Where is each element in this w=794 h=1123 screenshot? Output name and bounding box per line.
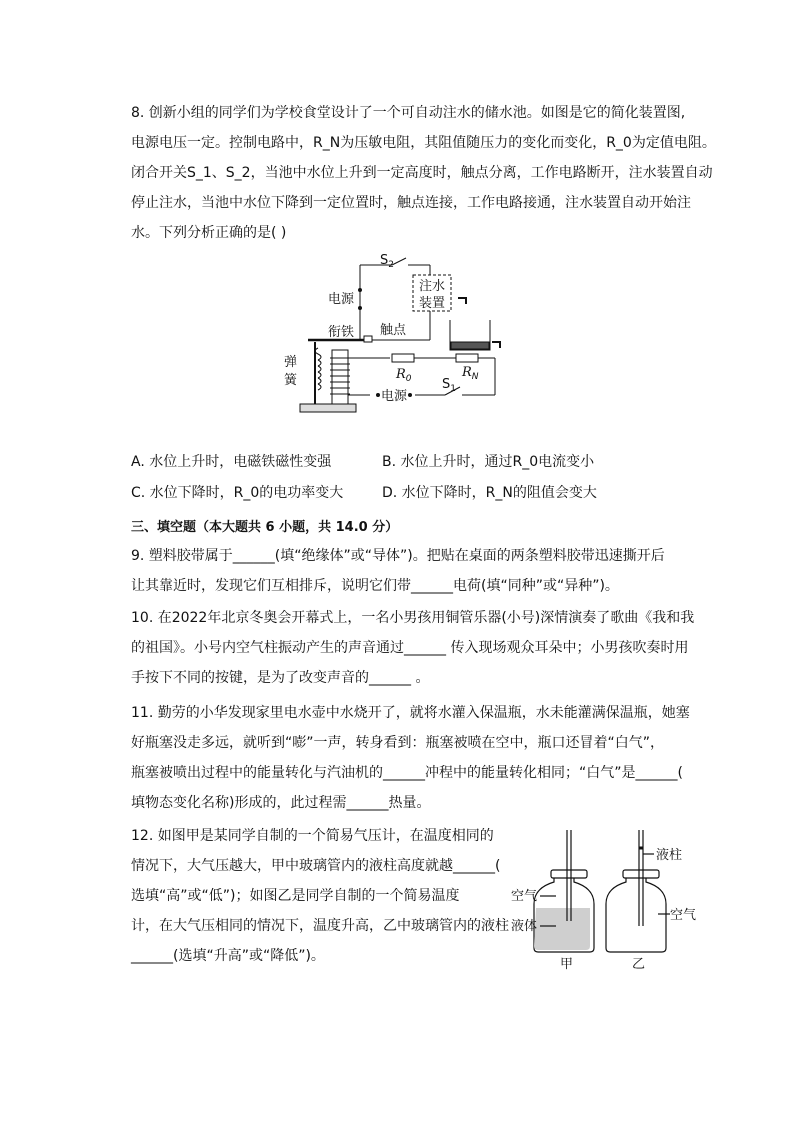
q10-line-2: 的祖国》。小号内空气柱振动产生的声音通过______ 传入现场观众耳朵中；小男孩吹奏时用 <box>131 640 689 656</box>
q11-line-3: 瓶塞被喷出过程中的能量转化与汽油机的______冲程中的能量转化相同；“白气”是______( <box>131 765 683 781</box>
terminal-power-top-1 <box>358 288 362 292</box>
label-liquid-left: 液体 <box>511 919 538 934</box>
q12-line-3: 选填“高”或“低”)；如图乙是同学自制的一个简易温度 <box>131 888 460 904</box>
q10-line-1: 10. 在2022年北京冬奥会开幕式上，一名小男孩用铜管乐器(小号)深情演奏了歌曲《我和我 <box>131 610 695 626</box>
circuit-diagram <box>280 250 530 420</box>
label-r0: $R_0$ <box>396 367 412 384</box>
faucet-icon <box>458 298 500 348</box>
q11-line-2: 好瓶塞没走多远，就听到“嘭”一声，转身看到：瓶塞被喷在空中，瓶口还冒着“白气”， <box>131 735 665 751</box>
q12-line-1: 12. 如图甲是某同学自制的一个简易气压计，在温度相同的 <box>131 828 494 844</box>
label-yi: 乙 <box>632 957 646 972</box>
option-b: B. 水位上升时，通过R_0电流变小 <box>382 454 595 470</box>
section-heading: 三、填空题（本大题共 6 小题，共 14.0 分） <box>131 520 399 535</box>
label-power-bottom: 电源 <box>381 389 408 404</box>
label-air-right: 空气 <box>670 908 697 923</box>
switch-s2-blade <box>392 258 406 265</box>
label-air-left: 空气 <box>511 889 538 904</box>
label-rn: $R_N$ <box>462 365 479 382</box>
label-contact: 触点 <box>380 323 407 338</box>
q12-line-2: 情况下，大气压越大，甲中玻璃管内的液柱高度就越______( <box>131 858 501 874</box>
q8-line-1: 8. 创新小组的同学们为学校食堂设计了一个可自动注水的储水池。如图是它的简化装置图, <box>131 105 686 121</box>
label-power-top: 电源 <box>328 292 355 307</box>
label-armature: 衔铁 <box>328 325 355 340</box>
resistor-r0 <box>392 354 414 362</box>
question-11-text <box>131 703 699 813</box>
label-s2: $S_2$ <box>380 253 394 270</box>
q11-line-4: 填物态变化名称)形成的，此过程需______热量。 <box>131 795 431 811</box>
option-a: A. 水位上升时，电磁铁磁性变强 <box>131 454 332 470</box>
question-9-text <box>131 546 699 596</box>
q8-line-4: 停止注水，当池中水位下降到一定位置时，触点连接，工作电路接通，注水装置自动开始注 <box>131 195 691 211</box>
contact-block <box>364 336 372 342</box>
jia-liquid <box>534 908 590 950</box>
option-c: C. 水位下降时，R_0的电功率变大 <box>131 485 344 501</box>
q12-line-4: 计，在大气压相同的情况下，温度升高，乙中玻璃管内的液柱 <box>131 918 509 934</box>
resistor-rn <box>456 354 478 362</box>
terminal-power-top-2 <box>358 306 362 310</box>
label-inject-1: 注水 <box>419 279 446 294</box>
water-level <box>451 342 489 349</box>
q9-line-2: 让其靠近时，发现它们互相排斥，说明它们带______电荷(填“同种”或“异种”)。 <box>131 578 619 594</box>
option-d: D. 水位下降时，R_N的阻值会变大 <box>382 485 597 501</box>
question-10-text <box>131 608 699 688</box>
terminal-power-bottom-1 <box>376 393 380 397</box>
question-8-text <box>131 103 716 243</box>
q11-line-1: 11. 勤劳的小华发现家里电水壶中水烧开了，就将水灌入保温瓶，水未能灌满保温瓶，她塞 <box>131 705 690 721</box>
q10-line-3: 手按下不同的按键，是为了改变声音的______ 。 <box>131 670 430 686</box>
terminal-power-bottom-2 <box>408 393 412 397</box>
jia-cap <box>551 870 587 878</box>
bottle-diagram <box>508 826 708 976</box>
label-jia: 甲 <box>560 957 574 972</box>
electromagnet-coil <box>330 358 350 394</box>
label-inject-2: 装置 <box>419 296 446 311</box>
q8-line-5: 水。下列分析正确的是( ) <box>131 225 287 241</box>
label-spring-2: 簧 <box>284 373 298 388</box>
base-plate <box>300 404 356 412</box>
q8-line-3: 闭合开关S_1、S_2，当池中水位上升到一定高度时，触点分离，工作电路断开，注水装置自动 <box>131 165 713 181</box>
question-12-text <box>131 826 509 966</box>
label-s1: $S_1$ <box>442 377 456 394</box>
q9-line-1: 9. 塑料胶带属于______(填“绝缘体”或“导体”)。把贴在桌面的两条塑料胶带迅速撕开后 <box>131 548 665 564</box>
yi-bottle <box>606 878 666 952</box>
label-liquid-column: 液柱 <box>656 848 683 863</box>
q12-line-5: ______(选填“升高”或“降低”)。 <box>131 948 325 964</box>
label-spring-1: 弹 <box>284 355 298 370</box>
yi-cap <box>623 870 659 878</box>
q8-line-2: 电源电压一定。控制电路中，R_N为压敏电阻，其阻值随压力的变化而变化，R_0为定值电阻。 <box>131 135 716 151</box>
